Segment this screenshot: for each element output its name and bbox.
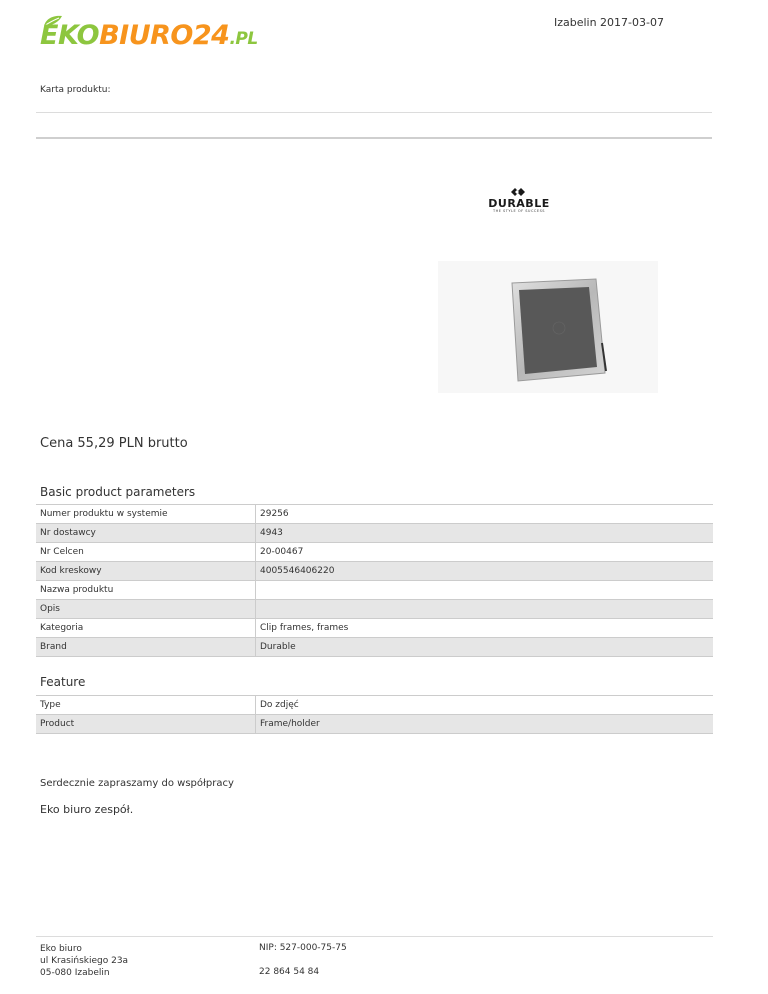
- param-value: [256, 600, 714, 619]
- param-key: Nr Celcen: [36, 543, 256, 562]
- param-key: Product: [36, 715, 256, 734]
- table-row: [36, 562, 713, 581]
- table-row: [36, 505, 713, 524]
- param-key: Nazwa produktu: [36, 581, 256, 600]
- table-row: [36, 638, 713, 657]
- page-subtitle: Karta produktu:: [40, 85, 111, 95]
- footer-address: [40, 943, 128, 979]
- picture-frame-illustration: [438, 261, 658, 393]
- param-key: Type: [36, 696, 256, 715]
- param-value: Frame/holder: [256, 715, 714, 734]
- table-row: [36, 696, 713, 715]
- footer-nip: NIP: 527-000-75-75: [259, 943, 347, 953]
- invite-text: Serdecznie zapraszamy do współpracy: [40, 778, 234, 789]
- basic-params-title: Basic product parameters: [40, 485, 196, 499]
- param-key: Brand: [36, 638, 256, 657]
- logo-part-biuro24: BIURO24: [99, 20, 230, 51]
- param-value: 4943: [256, 524, 714, 543]
- param-key: Numer produktu w systemie: [36, 505, 256, 524]
- param-value: Do zdjęć: [256, 696, 714, 715]
- table-row: [36, 524, 713, 543]
- brand-name: DURABLE: [488, 197, 550, 210]
- feature-title: Feature: [40, 675, 86, 689]
- price-line: Cena 55,29 PLN brutto: [40, 436, 188, 451]
- table-row: [36, 543, 713, 562]
- product-image: [438, 261, 658, 393]
- param-value: Clip frames, frames: [256, 619, 714, 638]
- logo-part-pl: .PL: [229, 29, 258, 49]
- feature-table: [36, 695, 713, 734]
- table-row: [36, 715, 713, 734]
- param-key: Kod kreskowy: [36, 562, 256, 581]
- param-value: 20-00467: [256, 543, 714, 562]
- team-signature: Eko biuro zespół.: [40, 803, 134, 816]
- param-value: [256, 581, 714, 600]
- table-row: [36, 600, 713, 619]
- footer-street: ul Krasińskiego 23a: [40, 956, 129, 966]
- durable-mark-icon: [511, 188, 527, 196]
- param-value: 4005546406220: [256, 562, 714, 581]
- logo-part-eko: EKO: [40, 20, 100, 51]
- param-value: 29256: [256, 505, 714, 524]
- param-key: Nr dostawcy: [36, 524, 256, 543]
- document-date: Izabelin 2017-03-07: [553, 16, 664, 29]
- table-row: [36, 619, 713, 638]
- table-row: [36, 581, 713, 600]
- divider-main: [36, 137, 712, 139]
- param-key: Kategoria: [36, 619, 256, 638]
- footer-company: Eko biuro: [40, 944, 82, 954]
- brand-tagline: THE STYLE OF SUCCESS: [492, 209, 546, 213]
- footer-city: 05-080 Izabelin: [40, 968, 110, 978]
- footer-phone: 22 864 54 84: [259, 967, 320, 977]
- divider-top: [36, 112, 712, 113]
- basic-params-table: [36, 504, 713, 657]
- site-logo[interactable]: [40, 14, 280, 56]
- logo-wordmark: [40, 20, 258, 51]
- param-key: Opis: [36, 600, 256, 619]
- footer-divider: [36, 936, 713, 937]
- param-value: Durable: [256, 638, 714, 657]
- brand-logo: [476, 188, 562, 214]
